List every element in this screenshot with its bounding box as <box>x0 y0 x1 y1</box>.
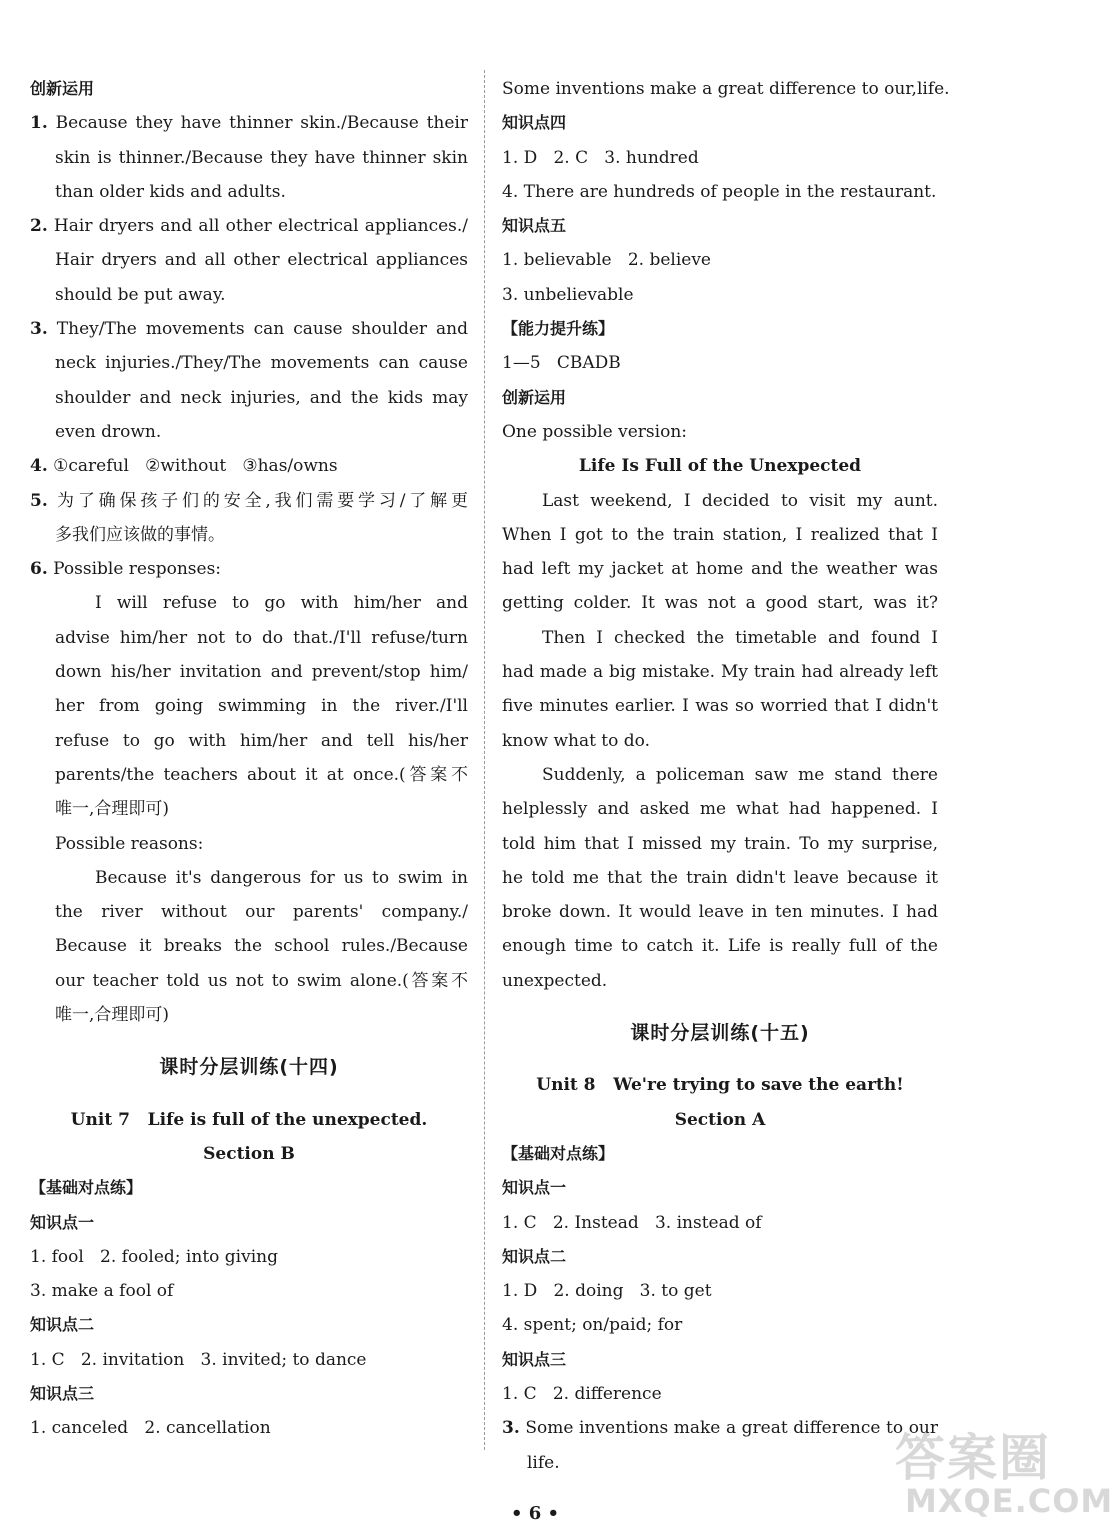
kp1-answers-2: 3. make a fool of <box>30 1281 174 1302</box>
essay-p1-line-1: Last weekend, I decided to visit my aunt. <box>542 490 938 511</box>
reasons-line-2: the river without our parents' company./ <box>55 902 468 923</box>
reasons-line-1: Because it's dangerous for us to swim in <box>95 867 468 888</box>
creative-use-heading: 创新运用 <box>30 79 95 98</box>
basic-practice-heading: 【基础对点练】 <box>30 1178 143 1198</box>
answer-6-line-5: refuse to go with him/her and tell his/her <box>55 730 468 751</box>
answer-2-line-3: should be put away. <box>55 284 226 305</box>
answer-6-label: 6. Possible responses: <box>30 559 222 580</box>
lesson-14-title: 课时分层训练(十四) <box>159 1056 339 1079</box>
essay-p1-line-3: had left my jacket at home and the weather was <box>502 559 938 580</box>
u8-kp1-answers: 1. C 2. Instead 3. instead of <box>502 1212 762 1233</box>
kp4-answers-1: 1. D 2. C 3. hundred <box>502 147 699 168</box>
u8-kp3-answers-3: life. <box>527 1452 560 1473</box>
essay-p3-line-3: told him that I missed my train. To my surprise, <box>502 833 938 854</box>
creative-use-heading-2: 创新运用 <box>502 387 567 407</box>
answer-3-line-1: 3. They/The movements can cause shoulder and <box>30 319 469 340</box>
section-a-title: Section A <box>674 1109 766 1130</box>
kp2-answers-1: 1. C 2. invitation 3. invited; to dance <box>30 1349 367 1370</box>
kp5-answers-2: 3. unbelievable <box>502 284 634 305</box>
section-b-title: Section B <box>203 1143 295 1164</box>
column-divider <box>484 70 485 1450</box>
answer-6-line-2: advise him/her not to do that./I'll refuse/turn <box>55 627 468 648</box>
essay-p1-line-4: getting colder. It was not a good start, was it? <box>502 593 938 614</box>
unit-8-title: Unit 8 We're trying to save the earth! <box>536 1075 904 1096</box>
knowledge-point-1: 知识点一 <box>30 1212 95 1232</box>
answer-1-line-3: than older kids and adults. <box>55 181 286 202</box>
u8-kp3-answers-2: 3. Some inventions make a great difference to our <box>502 1418 939 1439</box>
answer-2-line-2: Hair dryers and all other electrical appliances <box>55 250 468 271</box>
kp3-answers-1: 1. canceled 2. cancellation <box>30 1418 271 1439</box>
essay-p2-line-4: know what to do. <box>502 730 651 751</box>
kp1-answers-1: 1. fool 2. fooled; into giving <box>30 1246 278 1267</box>
answer-4: 4. ①careful ②without ③has/owns <box>30 456 338 477</box>
answer-3-line-4: even drown. <box>55 421 162 442</box>
watermark-text: 答案圈 <box>895 1429 1051 1487</box>
watermark-logo <box>895 1418 1113 1530</box>
u8-kp2-answers-2: 4. spent; on/paid; for <box>502 1315 683 1336</box>
answer-3-line-3: shoulder and neck injuries, and the kids may <box>55 387 468 408</box>
unit-7-title: Unit 7 Life is full of the unexpected. <box>70 1109 428 1130</box>
answer-6-line-6: parents/the teachers about it at once.(答案不 <box>55 764 468 785</box>
essay-p2-line-1: Then I checked the timetable and found I <box>542 627 938 648</box>
page-number: • 6 • <box>510 1503 560 1524</box>
watermark-url: MXQE.COM <box>905 1482 1113 1520</box>
answer-2-line-1: 2. Hair dryers and all other electrical appliances./ <box>30 216 468 237</box>
version-label: One possible version: <box>502 421 687 442</box>
essay-title: Life Is Full of the Unexpected <box>578 456 862 477</box>
kp4-answers-2: 4. There are hundreds of people in the restaurant. <box>502 181 937 202</box>
answer-5-line-2: 多我们应该做的事情。 <box>55 524 225 545</box>
essay-p3-line-7: unexpected. <box>502 970 608 991</box>
answer-3-line-2: neck injuries./They/The movements can cause <box>55 353 468 374</box>
essay-p1-line-2: When I got to the train station, I realized that I <box>502 524 938 545</box>
essay-p2-line-3: five minutes earlier. I was so worried that I didn't <box>502 696 938 717</box>
kp3-answers-2: Some inventions make a great difference to our,life. <box>502 79 950 99</box>
essay-p3-line-2: helplessly and asked me what had happened. I <box>502 799 938 820</box>
basic-practice-heading-2: 【基础对点练】 <box>502 1143 615 1163</box>
essay-p3-line-4: he told me that the train didn't leave because it <box>502 867 938 888</box>
knowledge-point-3: 知识点三 <box>30 1383 95 1403</box>
left-column <box>30 72 468 1446</box>
u8-knowledge-point-1: 知识点一 <box>502 1178 567 1198</box>
essay-p3-line-6: enough time to catch it. Life is really full of the <box>502 936 938 957</box>
answer-1-line-2: skin is thinner./Because they have thinner skin <box>55 147 468 168</box>
reasons-line-4: our teacher told us not to swim alone.(答案不 <box>55 970 468 991</box>
knowledge-point-5: 知识点五 <box>502 216 567 236</box>
answer-5-line-1: 5. 为了确保孩子们的安全,我们需要学习/了解更 <box>30 490 468 511</box>
answer-6-line-7: 唯一,合理即可) <box>55 799 170 820</box>
reasons-label: Possible reasons: <box>55 833 204 854</box>
ability-answers: 1—5 CBADB <box>502 353 621 374</box>
reasons-line-3: Because it breaks the school rules./Because <box>55 936 468 957</box>
ability-practice-heading: 【能力提升练】 <box>502 319 615 339</box>
essay-p3-line-5: broke down. It would leave in ten minutes. I had <box>502 902 938 923</box>
answer-6-line-1: I will refuse to go with him/her and <box>95 593 468 614</box>
essay-p2-line-2: had made a big mistake. My train had already left <box>502 662 938 683</box>
answer-6-line-3: down his/her invitation and prevent/stop him/ <box>55 662 468 683</box>
u8-kp2-answers-1: 1. D 2. doing 3. to get <box>502 1281 712 1302</box>
answer-6-line-4: her from going swimming in the river./I'll <box>55 696 468 717</box>
essay-p3-line-1: Suddenly, a policeman saw me stand there <box>542 764 938 785</box>
kp5-answers-1: 1. believable 2. believe <box>502 250 711 271</box>
right-column <box>502 72 950 1480</box>
reasons-line-5: 唯一,合理即可) <box>55 1005 170 1026</box>
knowledge-point-4: 知识点四 <box>502 113 567 133</box>
u8-knowledge-point-3: 知识点三 <box>502 1349 567 1369</box>
u8-knowledge-point-2: 知识点二 <box>502 1246 567 1266</box>
u8-kp3-answers-1: 1. C 2. difference <box>502 1383 662 1404</box>
answer-1-line-1: 1. Because they have thinner skin./Because their <box>30 113 468 134</box>
knowledge-point-2: 知识点二 <box>30 1315 95 1335</box>
lesson-15-title: 课时分层训练(十五) <box>630 1022 810 1045</box>
